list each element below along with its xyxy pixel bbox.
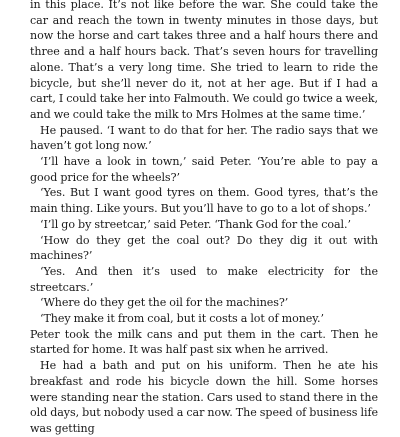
paragraph: ‘How do they get the coal out? Do they dig it out with machines?’ [30, 233, 378, 263]
paragraph: He paused. ‘I want to do that for her. The radio says that we haven’t got long now.’ [30, 123, 378, 153]
paragraph: ‘Yes. And then it’s used to make electricity for the streetcars.’ [30, 264, 378, 294]
paragraph: ‘They make it from coal, but it costs a lot of money.’ [40, 312, 324, 326]
paragraph: in this place. It’s not like before the war. She could take the car and reach the town in twenty minutes in those days, but now the horse and cart takes three and a half hours there and three and a half hours back. That’s seven hours for travelling alone. That’s a very long time. She tried to learn to ride the bicycle, but she’ll never do it, not at her age. But if I had a cart, I could take her into Falmouth. We could go twice a week, and we could take the milk to Mrs Holmes at the same time.’ [30, 0, 379, 121]
paragraph: ‘Where do they get the oil for the machines?’ [40, 296, 289, 310]
paragraph: Peter took the milk cans and put them in the cart. Then he started for home. It was half past six when he arrived. [30, 327, 378, 357]
paragraph: ‘Yes. But I want good tyres on them. Good tyres, that’s the main thing. Like yours. But you’ll have to go to a lot of shops.’ [30, 186, 378, 216]
paragraph: He had a bath and put on his uniform. Then he ate his breakfast and rode his bicycle down the hill. Some horses were standing near the station. Cars used to stand there in the old days, but nobody used a car now. The speed of business life was getting [30, 359, 378, 435]
paragraph: ‘I’ll have a look in town,’ said Peter. ‘You’re able to pay a good price for the wheels?’ [30, 155, 378, 184]
body-text [30, 0, 378, 437]
paragraph: ‘I’ll go by streetcar,’ said Peter. ‘Thank God for the coal.’ [40, 217, 351, 231]
